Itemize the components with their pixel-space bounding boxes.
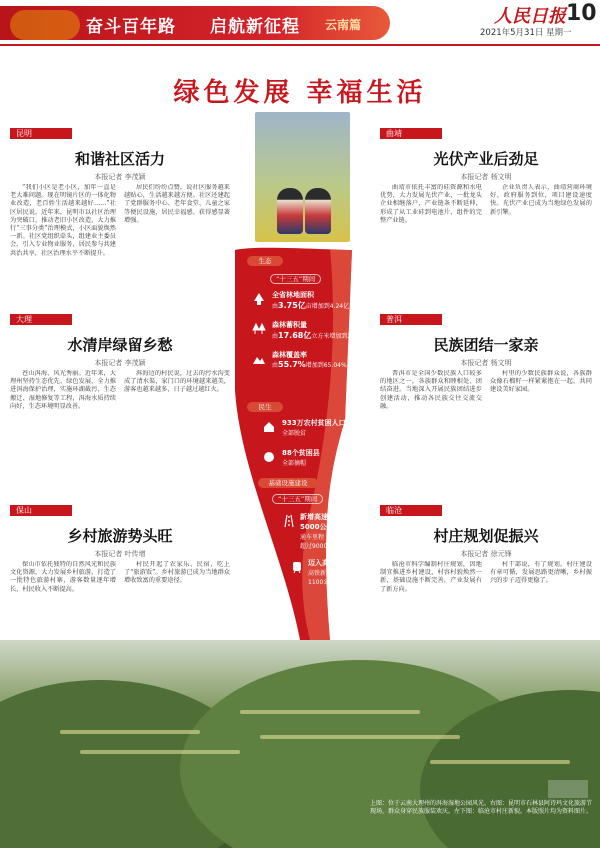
section-byline: 本报记者 徐元锋 [460, 550, 512, 558]
date-line: 2021年5月31日 星期一 [480, 28, 572, 38]
section-byline: 本报记者 杨文明 [460, 173, 512, 181]
terrace [80, 750, 240, 754]
section-tag: 普洱 [380, 314, 442, 325]
section-tag: 曲靖 [380, 128, 442, 139]
train-icon [290, 560, 304, 574]
article-text: 企业负责人表示，曲靖营商环境好，政府服务到位，项目建设速度快。光伏产业已成为当地绿色发展的新引擎。 [490, 184, 592, 216]
page-title: 绿色发展 幸福生活 [173, 78, 427, 108]
newspaper-logo: 人民日报 [494, 6, 566, 27]
article-text: 村里的少数民族群众说，各族群众像石榴籽一样紧紧抱在一起，共同建设美好家园。 [490, 370, 592, 394]
section-byline: 本报记者 李茂颖 [94, 173, 146, 181]
section-headline: 村庄规划促振兴 [433, 527, 539, 545]
stat-poverty-population: 933万农村贫困人口 全部脱贫 [282, 419, 346, 437]
section-headline: 乡村旅游势头旺 [67, 527, 173, 545]
panel-label-eco: 生态 [247, 256, 283, 266]
article-text: 洱海边的村民说，过去的污水沟变成了清水渠，家门口的环境越来越美，游客也越来越多，日子越过越红火。 [124, 370, 230, 394]
article-text: 村民开起了农家乐、民宿，吃上了“旅游饭”。乡村旅游已成为当地群众增收致富的重要途径。 [124, 561, 230, 585]
highway-icon [282, 514, 296, 528]
article-text: 村干部说，有了规划，村庄建设有章可循，发展思路更清晰，乡村振兴的步子迈得更稳了。 [490, 561, 592, 585]
hand-icon [262, 450, 276, 464]
page-number: 10 [566, 1, 597, 26]
stat-forest-stock: 森林蓄积量 由17.68亿立方米增加到20.67亿立方米 [272, 321, 389, 340]
section-tag: 保山 [10, 505, 72, 516]
forest-icon [252, 322, 266, 336]
section-headline: 和谐社区活力 [74, 150, 165, 168]
photo-caption: 上图：位于云南大理州的洱海湿地公园风光。右图：昆明市石林县阿诗玛文化旅游节现场，群众身穿民族服装欢庆。左下图：临沧市村庄新貌。本版照片均为资料图片。 [370, 800, 593, 815]
article-text: 曲靖市依托丰富的硅资源和水电优势，大力发展光伏产业，一批龙头企业相继落户，产业链条不断延伸，形成了从工业硅到电池片、组件的完整产业链。 [380, 184, 482, 224]
stat-poverty-counties: 88个贫困县 全部摘帽 [282, 449, 320, 467]
panel-label-infra: 基础设施建设 [258, 478, 318, 488]
banner-title-part2: 启航新征程 [210, 17, 300, 37]
stat-forest-area: 全省林地面积 由3.75亿亩增加到4.24亿亩 [272, 291, 356, 310]
article-text: 保山市依托独特的自然风光和民族文化资源，大力发展乡村旅游，打造了一批特色旅游村寨，游客数量逐年增长，村民收入不断提高。 [10, 561, 116, 593]
stat-forest-coverage: 森林覆盖率 由55.7%增加到65.04% [272, 351, 347, 369]
plan-badge: “十三五”期间 [272, 494, 323, 504]
article-text: 普洱市是全国少数民族人口较多的地区之一，各族群众和睦相处、团结奋进。当地深入开展民族团结进步创建活动，推动各民族交往交流交融。 [380, 370, 482, 410]
house-icon [262, 420, 276, 434]
terrace [60, 730, 200, 734]
section-headline: 水清岸绿留乡愁 [67, 336, 173, 354]
article-text: “我们小区是老小区，加年一直是老大难问题。现在明镜片区的一体化物业改造，老百姓生活越来越好……”社区居民说。近年来，昆明市以社区治理为突破口，推动老旧小区改造，大力推行“三事分类”治理模式，小区面貌焕然一新。社区党组织牵头，组建业主委员会，引入专业物业服务，居民参与共建共治共享，社区治理水平不断提升。 [10, 184, 116, 257]
section-tag: 临沧 [380, 505, 442, 516]
banner-title-part1: 奋斗百年路 [86, 17, 176, 37]
section-tag: 大理 [10, 314, 72, 325]
article-text: 居民们纷纷点赞，说社区服务越来越贴心，生活越来越方便。社区还建起了党群服务中心、老年食堂、儿童之家等便民设施，居民幸福感、获得感显著增强。 [124, 184, 230, 224]
article-text: 临沧市科学编制村庄规划，因地制宜推进乡村建设，村容村貌焕然一新，基础设施不断完善，产业发展有了新方向。 [380, 561, 482, 593]
landscape-photo [0, 640, 600, 848]
section-byline: 本报记者 杨文明 [460, 359, 512, 367]
stat-highway: 新增高速公路 5000公里 通车里程 超过9000公里 [300, 513, 342, 550]
terrace [430, 760, 570, 764]
plan-badge: “十三五”期间 [270, 274, 321, 284]
terrace [260, 735, 460, 739]
section-tag: 昆明 [10, 128, 72, 139]
banner-series: 云南篇 [325, 18, 362, 32]
mountain-tree-icon [252, 352, 266, 366]
inset-photo [548, 780, 588, 798]
article-text: 苍山洱海，风光秀丽。近年来，大理州坚持生态优先、绿色发展，全力推进洱海保护治理，实施环湖截污、生态搬迁、湿地修复等工程，洱海水质持续向好，生态环境明显改善。 [10, 370, 116, 410]
tree-icon [252, 292, 266, 306]
section-byline: 本报记者 李茂颖 [94, 359, 146, 367]
stat-high-speed-rail: 迈入高铁时代 高铁新增里程 1100公里 [308, 559, 350, 586]
terrace [240, 710, 420, 714]
section-headline: 光伏产业后劲足 [433, 150, 539, 168]
section-byline: 本报记者 叶传增 [94, 550, 146, 558]
section-headline: 民族团结一家亲 [433, 336, 539, 354]
panel-label-people: 民生 [247, 402, 283, 412]
